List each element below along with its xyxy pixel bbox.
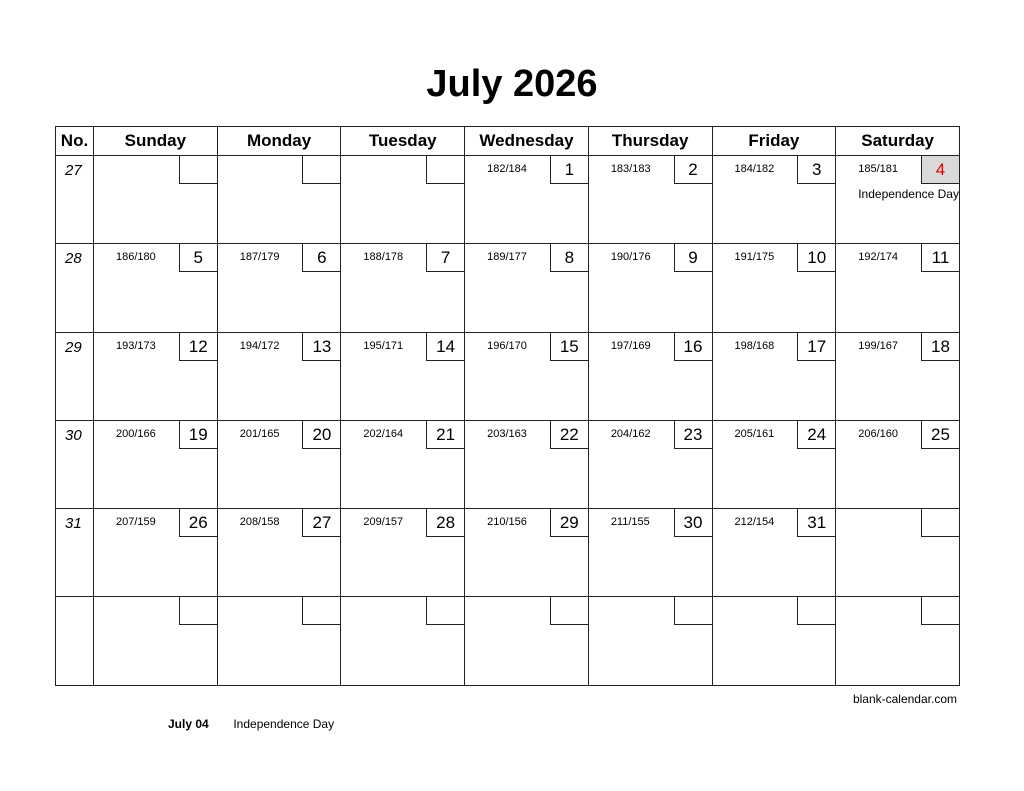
day-cell[interactable] xyxy=(341,332,465,420)
date-number-box: 17 xyxy=(797,333,835,361)
day-of-year: 194/172 xyxy=(239,339,280,352)
day-of-year: 191/175 xyxy=(734,251,775,264)
date-number-box: 4 xyxy=(921,156,959,184)
day-cell[interactable] xyxy=(465,332,589,420)
day-cell[interactable] xyxy=(465,156,589,244)
day-cell[interactable] xyxy=(341,156,465,244)
day-cell[interactable] xyxy=(341,597,465,685)
day-of-year: 201/165 xyxy=(239,427,280,440)
date-number-box: 13 xyxy=(302,333,340,361)
week-number: 30 xyxy=(65,426,82,444)
calendar-grid xyxy=(55,126,960,686)
day-cell[interactable] xyxy=(588,420,712,508)
day-cell[interactable] xyxy=(94,332,218,420)
date-number-box: 30 xyxy=(674,509,712,537)
day-of-year: 198/168 xyxy=(734,339,775,352)
week-number-cell xyxy=(56,244,94,332)
week-row xyxy=(56,156,960,244)
week-number: 28 xyxy=(65,250,82,268)
week-row xyxy=(56,509,960,597)
day-cell[interactable] xyxy=(465,420,589,508)
date-number-box xyxy=(426,156,464,184)
day-of-year: 189/177 xyxy=(487,251,527,264)
week-number-cell xyxy=(56,597,94,685)
date-number-box: 22 xyxy=(550,421,588,449)
day-cell[interactable] xyxy=(588,597,712,685)
day-cell[interactable] xyxy=(217,420,341,508)
day-cell[interactable] xyxy=(94,156,218,244)
legend-holiday-name: Independence Day xyxy=(233,717,335,731)
date-number-box: 27 xyxy=(302,509,340,537)
day-of-year: 193/173 xyxy=(116,339,156,352)
date-number-box xyxy=(179,156,217,184)
date-number-box: 10 xyxy=(797,244,835,272)
day-of-year: 199/167 xyxy=(858,339,898,352)
date-number-box: 29 xyxy=(550,509,588,537)
day-of-year: 197/169 xyxy=(610,339,651,352)
day-cell[interactable] xyxy=(94,597,218,685)
header-row xyxy=(56,127,960,156)
week-row xyxy=(56,332,960,420)
day-cell[interactable] xyxy=(341,509,465,597)
date-number-box: 18 xyxy=(921,333,959,361)
day-of-year: 186/180 xyxy=(116,251,156,264)
day-cell[interactable] xyxy=(341,420,465,508)
date-number-box xyxy=(674,597,712,625)
day-cell[interactable] xyxy=(712,332,836,420)
day-cell[interactable] xyxy=(217,244,341,332)
day-cell[interactable] xyxy=(712,156,836,244)
week-number-cell xyxy=(56,156,94,244)
day-cell[interactable] xyxy=(588,509,712,597)
date-number-box: 5 xyxy=(179,244,217,272)
date-number-box: 14 xyxy=(426,333,464,361)
day-cell[interactable] xyxy=(712,597,836,685)
day-cell[interactable] xyxy=(217,332,341,420)
date-number-box xyxy=(797,597,835,625)
date-number-box xyxy=(179,597,217,625)
day-cell[interactable] xyxy=(465,244,589,332)
source-credit: blank-calendar.com xyxy=(852,692,957,706)
day-of-year: 209/157 xyxy=(363,516,404,529)
week-number: 31 xyxy=(65,515,82,533)
date-number-box: 12 xyxy=(179,333,217,361)
holiday-legend xyxy=(168,717,334,731)
date-number-box xyxy=(921,597,959,625)
day-cell[interactable] xyxy=(712,244,836,332)
day-cell[interactable] xyxy=(465,597,589,685)
date-number-box: 21 xyxy=(426,421,464,449)
date-number-box: 2 xyxy=(674,156,712,184)
date-number-box: 20 xyxy=(302,421,340,449)
day-of-year: 190/176 xyxy=(610,251,651,264)
legend-date: July 04 xyxy=(168,717,209,731)
day-of-year: 205/161 xyxy=(734,427,775,440)
day-cell[interactable] xyxy=(712,420,836,508)
date-number-box: 16 xyxy=(674,333,712,361)
day-of-year: 195/171 xyxy=(363,339,404,352)
holiday-name: Independence Day xyxy=(858,187,959,201)
day-cell[interactable] xyxy=(712,509,836,597)
date-number-box: 8 xyxy=(550,244,588,272)
week-row xyxy=(56,420,960,508)
day-cell[interactable] xyxy=(836,509,960,597)
week-number: 27 xyxy=(65,162,82,179)
day-of-year: 182/184 xyxy=(487,163,527,175)
date-number-box: 1 xyxy=(550,156,588,184)
day-cell[interactable] xyxy=(588,244,712,332)
day-of-year: 192/174 xyxy=(858,251,898,264)
day-of-year: 204/162 xyxy=(610,427,651,440)
day-of-year: 206/160 xyxy=(858,427,898,440)
header-sunday: Sunday xyxy=(94,127,218,156)
header-saturday: Saturday xyxy=(836,127,960,156)
week-row xyxy=(56,244,960,332)
day-cell[interactable] xyxy=(217,597,341,685)
header-week-no: No. xyxy=(56,127,94,156)
day-cell[interactable] xyxy=(836,420,960,508)
day-of-year: 202/164 xyxy=(363,427,404,440)
header-wednesday: Wednesday xyxy=(465,127,589,156)
header-friday: Friday xyxy=(712,127,836,156)
calendar-title: July 2026 xyxy=(426,63,598,105)
week-number-cell xyxy=(56,420,94,508)
date-number-box: 19 xyxy=(179,421,217,449)
day-of-year: 211/155 xyxy=(610,516,650,529)
date-number-box: 11 xyxy=(921,244,959,272)
date-number-box: 28 xyxy=(426,509,464,537)
day-of-year: 184/182 xyxy=(734,163,775,175)
date-number-box: 23 xyxy=(674,421,712,449)
date-number-box: 24 xyxy=(797,421,835,449)
date-number-box: 25 xyxy=(921,421,959,449)
day-of-year: 200/166 xyxy=(116,427,156,440)
day-cell[interactable] xyxy=(588,156,712,244)
day-of-year: 212/154 xyxy=(734,516,775,529)
day-cell[interactable] xyxy=(465,509,589,597)
day-of-year: 203/163 xyxy=(487,427,527,440)
day-cell[interactable] xyxy=(94,509,218,597)
day-cell[interactable] xyxy=(836,332,960,420)
week-number xyxy=(56,597,93,603)
day-of-year: 187/179 xyxy=(239,251,280,264)
date-number-box: 7 xyxy=(426,244,464,272)
date-number-box: 3 xyxy=(797,156,835,184)
header-thursday: Thursday xyxy=(588,127,712,156)
header-monday: Monday xyxy=(217,127,341,156)
date-number-box: 6 xyxy=(302,244,340,272)
day-of-year: 196/170 xyxy=(487,339,527,352)
day-cell[interactable] xyxy=(588,332,712,420)
day-cell[interactable] xyxy=(94,244,218,332)
header-tuesday: Tuesday xyxy=(341,127,465,156)
day-of-year: 210/156 xyxy=(487,516,527,529)
week-row xyxy=(56,597,960,685)
date-number-box xyxy=(302,156,340,184)
day-of-year: 207/159 xyxy=(116,516,156,529)
date-number-box: 26 xyxy=(179,509,217,537)
date-number-box: 31 xyxy=(797,509,835,537)
date-number-box xyxy=(550,597,588,625)
date-number-box xyxy=(426,597,464,625)
day-cell[interactable] xyxy=(341,244,465,332)
day-of-year: 188/178 xyxy=(363,251,404,264)
day-of-year: 208/158 xyxy=(239,516,280,529)
date-number-box: 15 xyxy=(550,333,588,361)
week-number-cell xyxy=(56,332,94,420)
day-of-year: 185/181 xyxy=(858,163,898,175)
day-cell[interactable] xyxy=(217,156,341,244)
day-cell[interactable] xyxy=(836,244,960,332)
date-number-box xyxy=(302,597,340,625)
day-of-year: 183/183 xyxy=(610,163,651,175)
date-number-box: 9 xyxy=(674,244,712,272)
week-number-cell xyxy=(56,509,94,597)
day-cell[interactable] xyxy=(836,156,960,244)
week-number: 29 xyxy=(65,338,82,356)
day-cell[interactable] xyxy=(94,420,218,508)
day-cell[interactable] xyxy=(836,597,960,685)
date-number-box xyxy=(921,509,959,537)
day-cell[interactable] xyxy=(217,509,341,597)
